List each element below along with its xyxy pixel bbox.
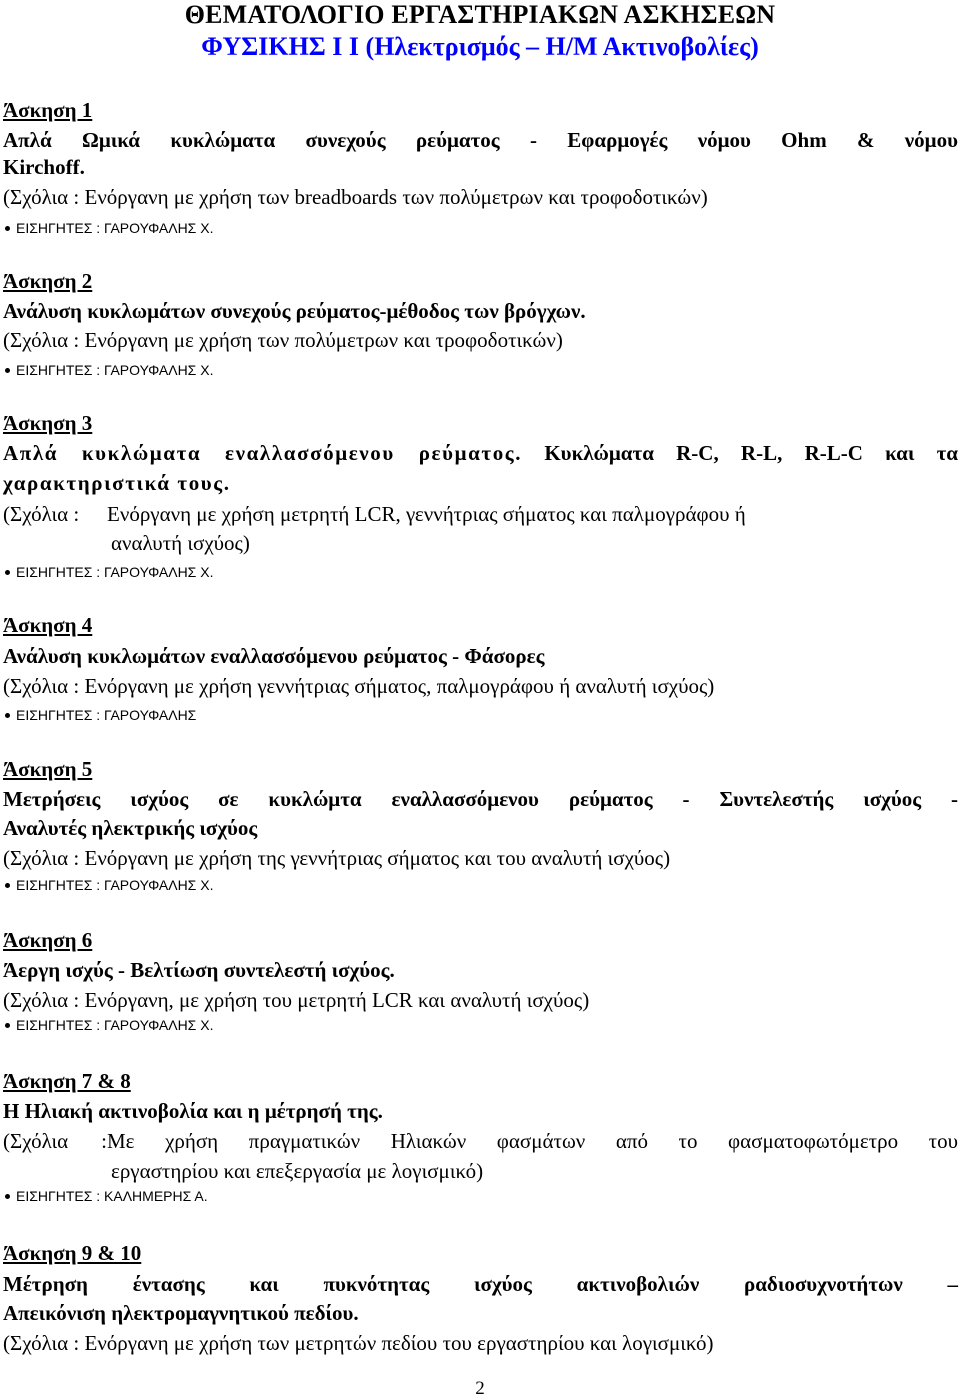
exercise-5-instructors [3, 876, 213, 894]
exercise-3-comment-cont: αναλυτή ισχύος) [111, 531, 250, 555]
exercise-6-instructors [3, 1016, 213, 1034]
bullet-icon [5, 883, 10, 888]
exercise-4-comment: (Σχόλια : Ενόργανη με χρήση γεννήτριας σήματος, παλμογράφου ή αναλυτή ισχύος) [3, 674, 715, 698]
exercise-9-10-heading: Άσκηση 9 & 10 [3, 1241, 142, 1265]
instructors-text: ΕΙΣΗΓΗΤΕΣ : ΓΑΡΟΥΦΑΛΗΣ Χ. [16, 1017, 214, 1033]
bullet-icon [5, 1023, 10, 1028]
exercise-7-8-heading: Άσκηση 7 & 8 [3, 1069, 131, 1093]
exercise-3-instructors [3, 563, 213, 581]
exercise-3-title-part2: Κυκλώματα R-C, R-L, R-L-C και τα [544, 441, 959, 465]
document-subtitle: ΦΥΣΙΚΗΣ I I (Ηλεκτρισμός – Η/Μ Ακτινοβολίες) [201, 32, 759, 61]
exercise-2-heading: Άσκηση 2 [3, 269, 93, 293]
exercise-7-8-comment [3, 1128, 958, 1154]
comment-label: (Σχόλια : [3, 1129, 107, 1153]
bullet-icon [5, 713, 10, 718]
instructors-text: ΕΙΣΗΓΗΤΕΣ : ΚΑΛΗΜΕΡΗΣ Α. [16, 1188, 208, 1204]
exercise-2-comment: (Σχόλια : Ενόργανη με χρήση των πολύμετρων και τροφοδοτικών) [3, 328, 563, 352]
exercise-5-comment: (Σχόλια : Ενόργανη με χρήση της γεννήτριας σήματος και του αναλυτή ισχύος) [3, 846, 671, 870]
bullet-icon [5, 1194, 10, 1199]
exercise-3-comment [3, 501, 958, 527]
exercise-1-title-cont: Kirchoff. [3, 155, 85, 179]
comment-text: Με χρήση πραγματικών Ηλιακών φασμάτων από το φασματοφωτόμετρο του [107, 1129, 958, 1153]
exercise-3-heading: Άσκηση 3 [3, 411, 93, 435]
instructors-text: ΕΙΣΗΓΗΤΕΣ : ΓΑΡΟΥΦΑΛΗΣ Χ. [16, 220, 214, 236]
exercise-9-10-comment: (Σχόλια : Ενόργανη με χρήση των μετρητών πεδίου του εργαστηρίου και λογισμικό) [3, 1331, 714, 1355]
exercise-5-title-cont: Αναλυτές ηλεκτρικής ισχύος [3, 816, 258, 840]
exercise-7-8-instructors [3, 1187, 208, 1205]
exercise-3-title-cont: χαρακτηριστικά τους. [3, 471, 231, 495]
exercise-6-heading: Άσκηση 6 [3, 928, 93, 952]
instructors-text: ΕΙΣΗΓΗΤΕΣ : ΓΑΡΟΥΦΑΛΗΣ Χ. [16, 564, 214, 580]
exercise-1-title: Απλά Ωμικά κυκλώματα συνεχούς ρεύματος - Εφαρμογές νόμου Ohm & νόμου [3, 128, 958, 152]
exercise-4-instructors [3, 706, 196, 724]
page-number: 2 [475, 1378, 485, 1399]
exercise-6-title: Άεργη ισχύς - Βελτίωση συντελεστή ισχύος. [3, 958, 395, 982]
bullet-icon [5, 226, 10, 231]
exercise-4-heading: Άσκηση 4 [3, 613, 93, 637]
exercise-6-comment: (Σχόλια : Ενόργανη, με χρήση του μετρητή LCR και αναλυτή ισχύος) [3, 988, 590, 1012]
bullet-icon [5, 570, 10, 575]
exercise-3-title-part1: Απλά κυκλώματα εναλλασσόμενου ρεύματος. [3, 441, 523, 465]
exercise-2-instructors [3, 361, 213, 379]
exercise-9-10-title: Μέτρηση έντασης και πυκνότητας ισχύος ακτινοβολιών ραδιοσυχνοτήτων – [3, 1272, 958, 1296]
exercise-5-heading: Άσκηση 5 [3, 757, 93, 781]
exercise-2-title: Ανάλυση κυκλωμάτων συνεχούς ρεύματος-μέθοδος των βρόγχων. [3, 299, 586, 323]
exercise-7-8-comment-cont: εργαστηρίου και επεξεργασία με λογισμικό) [111, 1159, 484, 1183]
exercise-3-title [3, 440, 958, 466]
comment-text: Ενόργανη με χρήση μετρητή LCR, γεννήτριας σήματος και παλμογράφου ή [107, 502, 746, 526]
exercise-1-instructors [3, 219, 213, 237]
exercise-1-heading: Άσκηση 1 [3, 98, 93, 122]
exercise-1-comment: (Σχόλια : Ενόργανη με χρήση των breadboards των πολύμετρων και τροφοδοτικών) [3, 185, 708, 209]
instructors-text: ΕΙΣΗΓΗΤΕΣ : ΓΑΡΟΥΦΑΛΗΣ Χ. [16, 877, 214, 893]
exercise-4-title: Ανάλυση κυκλωμάτων εναλλασσόμενου ρεύματος - Φάσορες [3, 644, 545, 668]
exercise-7-8-title: Η Ηλιακή ακτινοβολία και η μέτρησή της. [3, 1099, 383, 1123]
instructors-text: ΕΙΣΗΓΗΤΕΣ : ΓΑΡΟΥΦΑΛΗΣ Χ. [16, 362, 214, 378]
exercise-9-10-title-cont: Απεικόνιση ηλεκτρομαγνητικού πεδίου. [3, 1301, 359, 1325]
bullet-icon [5, 368, 10, 373]
exercise-5-title: Μετρήσεις ισχύος σε κυκλώμτα εναλλασσόμενου ρεύματος - Συντελεστής ισχύος - [3, 787, 958, 811]
comment-label: (Σχόλια : [3, 502, 80, 526]
instructors-text: ΕΙΣΗΓΗΤΕΣ : ΓΑΡΟΥΦΑΛΗΣ [16, 707, 197, 723]
document-title: ΘΕΜΑΤΟΛΟΓΙΟ ΕΡΓΑΣΤΗΡΙΑΚΩΝ ΑΣΚΗΣΕΩΝ [184, 0, 776, 29]
